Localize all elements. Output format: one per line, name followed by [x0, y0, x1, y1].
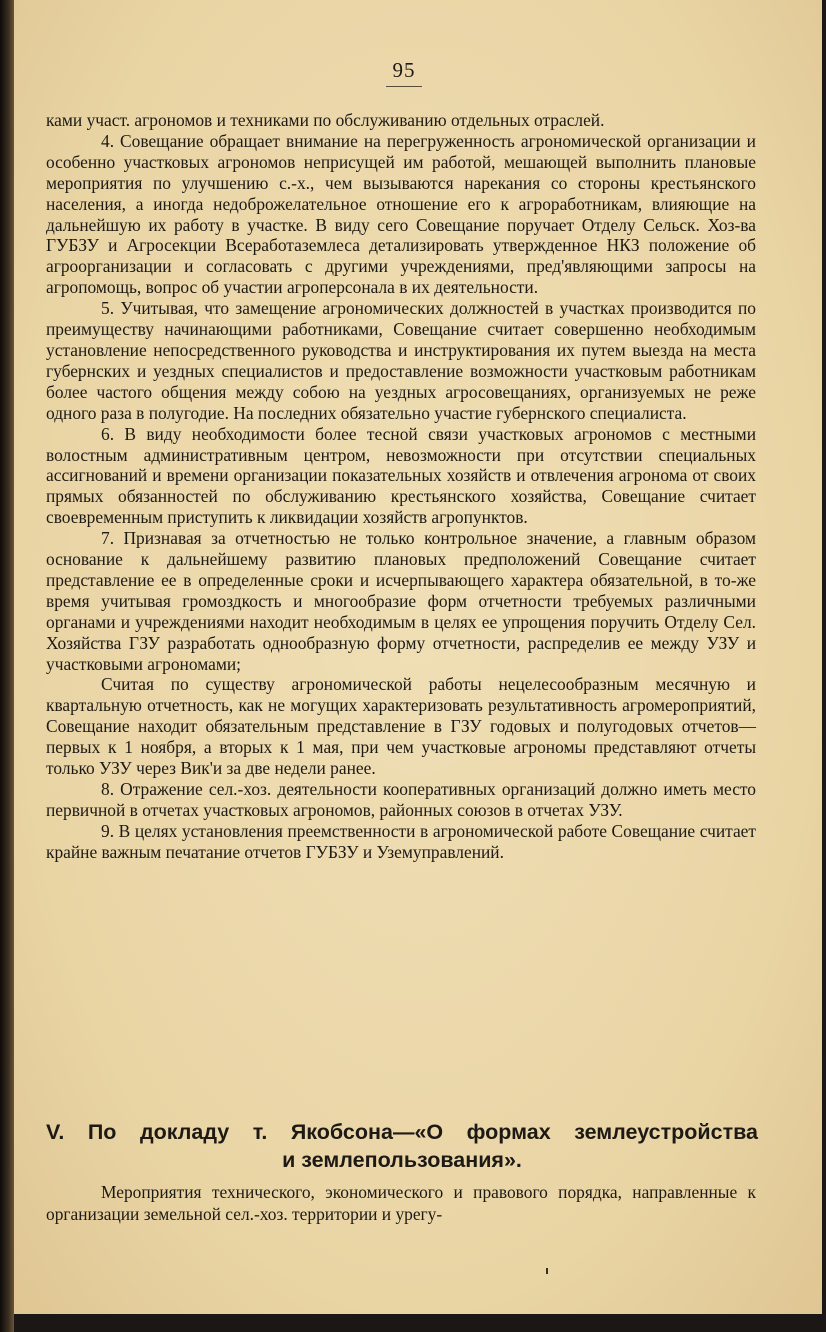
paragraph-item-8: 8. Отражение сел.-хоз. деятельности кооперативных организаций должно иметь место первичной в отчетах участковых агрономов, районных союзов в отчетах УЗУ. — [46, 779, 756, 820]
body-text — [46, 110, 756, 863]
paragraph-item-4: 4. Совещание обращает внимание на перегруженность агрономической организации и особенно участковых агрономов неприсущей им работой, мешающей выполнить плановые мероприятия по улучшению с.-х., чем вызываются нарекания со стороны крестьянского населения, а иногда недоброжелательное отношение его к агроработникам, влияющие на дальнейшую их работу в участке. В виду сего Совещание поручает Отделу Сельск. Хоз-ва ГУБЗУ и Агросекции Всеработаземлеса детализировать утвержденное НКЗ положение об агроорганизации и согласовать с другими учреждениями, пред'являющими запросы на агропомощь, вопрос об участии агроперсонала в их деятельности. — [46, 130, 756, 298]
paragraph-continuation: ками участ. агрономов и техниками по обслуживанию отдельных отраслей. — [46, 110, 605, 130]
paragraph-item-5: 5. Учитывая, что замещение агрономических должностей в участках производится по преимуществу начинающими работниками, Совещание считает совершенно необходимым установление непосредственного руководства и инструктирования их путем выезда на места губернских и уездных специалистов и предоставление возможности участковым работникам более частого общения между собою на уездных агросовещаниях, организуемых не реже одного раза в полугодие. На последних обязательно участие губернского специалиста. — [46, 298, 756, 423]
section-heading — [46, 1118, 758, 1174]
section-heading-line-2: и землепользования». — [282, 1148, 522, 1172]
section-heading-line-1: V. По докладу т. Якобсона—«О формах землеустройства — [46, 1120, 758, 1144]
print-speck — [546, 1268, 548, 1274]
paragraph-section-v: Мероприятия технического, экономического и правового порядка, направленные к организации земельной сел.-хоз. территории и урегу- — [46, 1182, 756, 1224]
paragraph-reporting: Считая по существу агрономической работы нецелесообразным месячную и квартальную отчетность, как не могущих характеризовать результативность агромероприятий, Совещание находит обязательным представление в ГЗУ годовых и полугодовых отчетов—первых к 1 ноября, а вторых к 1 мая, при чем участковые агрономы представляют отчеты только УЗУ через Вик'и за две недели ранее. — [46, 674, 756, 779]
paragraph-item-6: 6. В виду необходимости более тесной связи участковых агрономов с местными волостным административным центром, невозможности при отсутствии специальных ассигнований и времени организации показательных хозяйств и отвлечения агронома от своих прямых обязанностей по обслуживанию крестьянского хозяйства, Совещание считает своевременным приступить к ликвидации хозяйств агропунктов. — [46, 423, 756, 528]
paragraph-item-9: 9. В целях установления преемственности в агрономической работе Совещание считает крайне важным печатание отчетов ГУБЗУ и Уземуправлений. — [46, 820, 756, 862]
book-spine-shadow — [0, 0, 14, 1332]
page-number-underline — [386, 86, 422, 87]
paragraph-item-7: 7. Признавая за отчетностью не только контрольное значение, а главным образом основание к дальнейшему развитию плановых предположений Совещание считает представление ее в определенные сроки и исчерпывающего характера обязательной, в то-же время учитывая громоздкость и многообразие форм отчетности требуемых различными органами и учреждениями находит необходимым в целях ее упрощения поручить Отделу Сел. Хозяйства ГЗУ разработать однообразную форму отчетности, распределив ее между УЗУ и участковыми агрономами; — [46, 528, 756, 674]
section-body-text — [46, 1181, 756, 1225]
book-page — [14, 0, 822, 1314]
page-number: 95 — [392, 58, 416, 82]
